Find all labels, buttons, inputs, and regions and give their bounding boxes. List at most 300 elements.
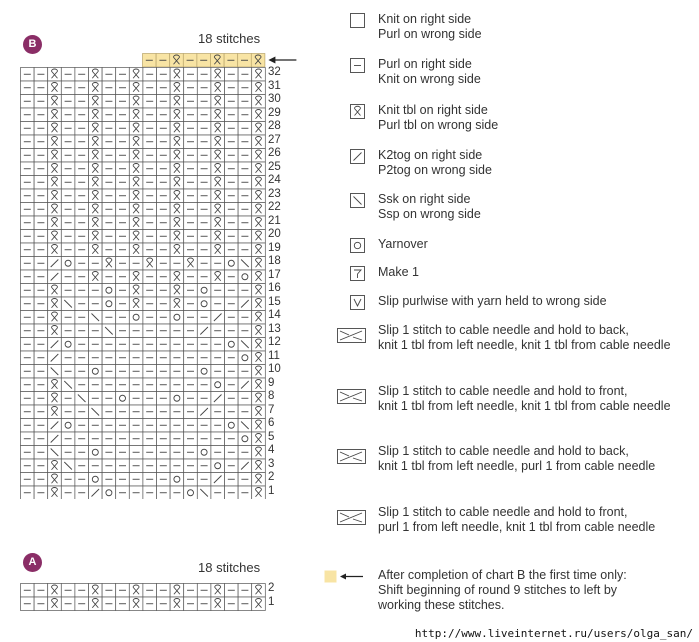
- chart-b-stitch-cell: [184, 351, 198, 365]
- chart-b-stitch-cell: [75, 297, 89, 311]
- chart-b-stitch-cell: [197, 81, 211, 95]
- chart-b-stitch-cell: [89, 189, 103, 203]
- chart-b-stitch-cell: [197, 297, 211, 311]
- chart-b-stitch-cell: [197, 473, 211, 487]
- legend-line: Purl tbl on wrong side: [378, 118, 499, 132]
- chart-b-stitch-cell: [170, 351, 184, 365]
- chart-b-stitch-cell: [21, 338, 35, 352]
- chart-b-stitch-cell: [116, 486, 130, 499]
- chart-b-stitch-cell: [34, 365, 48, 379]
- chart-b-stitch-cell: [61, 365, 75, 379]
- chart-b-stitch-cell: [102, 257, 116, 271]
- chart-b-stitch-cell: [143, 176, 157, 190]
- chart-b-stitch-cell: [116, 405, 130, 419]
- chart-a-stitch-cell: [34, 584, 48, 598]
- chart-b-stitch-cell: [102, 270, 116, 284]
- chart-b-stitch-cell: [89, 473, 103, 487]
- chart-b-stitch-cell: [129, 446, 143, 460]
- chart-b-stitch-cell: [129, 419, 143, 433]
- chart-b-stitch-cell: [170, 419, 184, 433]
- chart-b-stitch-cell: [116, 257, 130, 271]
- chart-b-stitch-cell: [252, 68, 266, 82]
- chart-b-stitch-cell: [61, 135, 75, 149]
- chart-b-stitch-cell: [48, 432, 62, 446]
- chart-b-stitch-cell: [238, 432, 252, 446]
- chart-b-stitch-cell: [48, 162, 62, 176]
- chart-b-stitch-cell: [157, 95, 171, 109]
- chart-b-stitch-cell: [48, 216, 62, 230]
- chart-b-stitch-cell: [116, 270, 130, 284]
- chart-b-stitch-cell: [48, 297, 62, 311]
- chart-a-stitch-cell: [157, 597, 171, 611]
- chart-b-stitch-cell: [197, 108, 211, 122]
- chart-b-stitch-cell: [225, 284, 239, 298]
- legend-text: [378, 384, 671, 414]
- chart-b-stitch-cell: [34, 81, 48, 95]
- chart-b-stitch-cell: [61, 95, 75, 109]
- chart-b-stitch-cell: [34, 135, 48, 149]
- chart-b-stitch-cell: [211, 189, 225, 203]
- legend-text: [378, 57, 481, 87]
- chart-b-stitch-cell: [211, 486, 225, 499]
- chart-b-stitch-cell: [48, 189, 62, 203]
- highlight-symbol-icon: [324, 570, 364, 586]
- cable-back-purl-symbol-icon: [337, 449, 369, 465]
- chart-b-stitch-cell: [89, 405, 103, 419]
- chart-b-stitch-cell: [252, 324, 266, 338]
- row-number: 30: [268, 93, 281, 105]
- chart-b-stitch-cell: [197, 122, 211, 136]
- chart-b-stitch-cell: [170, 486, 184, 499]
- legend-line: Make 1: [378, 265, 419, 279]
- row-number: 3: [268, 457, 275, 470]
- chart-b-stitch-cell: [48, 473, 62, 487]
- chart-b-stitch-cell: [143, 405, 157, 419]
- chart-b-stitch-cell: [75, 230, 89, 244]
- chart-a-stitch-cell: [61, 597, 75, 611]
- chart-b-stitch-cell: [211, 284, 225, 298]
- chart-b-stitch-cell: [61, 351, 75, 365]
- chart-b-stitch-cell: [102, 68, 116, 82]
- chart-b-stitch-cell: [21, 108, 35, 122]
- chart-b-stitch-cell: [129, 365, 143, 379]
- chart-b-stitch-cell: [116, 122, 130, 136]
- chart-b-stitch-cell: [157, 270, 171, 284]
- chart-b-stitch-cell: [48, 284, 62, 298]
- chart-b-stitch-cell: [157, 419, 171, 433]
- chart-b-stitch-cell: [197, 365, 211, 379]
- chart-b-stitch-cell: [129, 189, 143, 203]
- chart-b-stitch-cell: [238, 365, 252, 379]
- chart-b-stitch-cell: [75, 135, 89, 149]
- chart-b-stitch-cell: [197, 230, 211, 244]
- legend-line: Knit on right side: [378, 12, 472, 26]
- legend-line: Yarnover: [378, 237, 428, 251]
- chart-b-stitch-cell: [21, 68, 35, 82]
- chart-b-stitch-cell: [102, 203, 116, 217]
- cable-front-tbl-symbol-icon: [337, 389, 369, 405]
- chart-b-stitch-cell: [129, 486, 143, 499]
- chart-b-stitch-cell: [61, 189, 75, 203]
- chart-b-stitch-cell: [211, 473, 225, 487]
- chart-b-stitch-cell: [184, 270, 198, 284]
- chart-b-stitch-cell: [48, 365, 62, 379]
- chart-b-stitch-cell: [129, 257, 143, 271]
- chart-b-stitch-cell: [21, 216, 35, 230]
- chart-b-stitch-cell: [129, 392, 143, 406]
- chart-b-stitch-cell: [211, 311, 225, 325]
- chart-b-stitch-cell: [143, 270, 157, 284]
- legend-text: [378, 103, 498, 133]
- chart-b-stitch-cell: [75, 378, 89, 392]
- chart-b-stitch-cell: [184, 189, 198, 203]
- highlight-stitch-cell: [183, 54, 197, 68]
- chart-b-stitch-cell: [48, 446, 62, 460]
- chart-b-stitch-cell: [238, 284, 252, 298]
- legend-line: Shift beginning of round 9 stitches to left by: [378, 583, 618, 597]
- chart-b-stitch-cell: [34, 378, 48, 392]
- chart-b-stitch-cell: [225, 486, 239, 499]
- chart-b-stitch-cell: [252, 108, 266, 122]
- chart-b-stitch-cell: [75, 405, 89, 419]
- chart-a-stitch-cell: [211, 584, 225, 598]
- chart-b-stitch-cell: [61, 203, 75, 217]
- chart-b-stitch-cell: [102, 419, 116, 433]
- chart-a-badge: A: [23, 553, 42, 572]
- chart-b-stitch-cell: [211, 419, 225, 433]
- chart-a-stitch-cell: [75, 597, 89, 611]
- chart-b-stitch-cell: [143, 216, 157, 230]
- chart-b-stitch-cell: [238, 338, 252, 352]
- chart-b-stitch-cell: [238, 324, 252, 338]
- row-number: 12: [268, 336, 281, 348]
- chart-b-stitch-cell: [21, 405, 35, 419]
- chart-a-stitch-cell: [252, 597, 266, 611]
- chart-b-stitch-cell: [197, 446, 211, 460]
- chart-b-stitch-cell: [252, 149, 266, 163]
- chart-b-stitch-cell: [170, 216, 184, 230]
- chart-b-stitch-cell: [225, 405, 239, 419]
- chart-b-stitch-cell: [197, 419, 211, 433]
- chart-b-stitch-cell: [225, 135, 239, 149]
- chart-b-stitch-cell: [238, 162, 252, 176]
- chart-b-stitch-cell: [197, 378, 211, 392]
- chart-b-stitch-cell: [75, 216, 89, 230]
- chart-b-stitch-cell: [143, 203, 157, 217]
- chart-b-stitch-cell: [238, 270, 252, 284]
- chart-b-stitch-cell: [89, 203, 103, 217]
- chart-b-stitch-cell: [89, 243, 103, 257]
- chart-b-stitch-cell: [89, 176, 103, 190]
- chart-b-stitch-cell: [157, 365, 171, 379]
- chart-b-stitch-cell: [252, 122, 266, 136]
- chart-b-stitch-cell: [116, 189, 130, 203]
- chart-b-stitch-cell: [211, 203, 225, 217]
- chart-a-stitch-cell: [116, 597, 130, 611]
- chart-b-stitch-cell: [61, 378, 75, 392]
- chart-b-stitch-cell: [34, 311, 48, 325]
- chart-a-stitch-cell: [184, 597, 198, 611]
- chart-b-stitch-cell: [102, 297, 116, 311]
- row-number: 9: [268, 376, 275, 389]
- source-url: http://www.liveinternet.ru/users/olga_san/: [414, 627, 693, 640]
- chart-a-stitch-cell: [34, 597, 48, 611]
- chart-b-stitch-cell: [238, 257, 252, 271]
- chart-b-stitch-cell: [75, 203, 89, 217]
- chart-b-stitch-cell: [143, 230, 157, 244]
- chart-b-grid: [20, 67, 266, 499]
- chart-b-stitch-cell: [89, 324, 103, 338]
- chart-b-stitch-cell: [252, 270, 266, 284]
- chart-b-stitch-cell: [143, 324, 157, 338]
- chart-b-stitch-cell: [21, 230, 35, 244]
- chart-a-stitch-cell: [143, 597, 157, 611]
- chart-b-stitch-cell: [238, 297, 252, 311]
- chart-b-stitch-cell: [238, 108, 252, 122]
- chart-b-stitch-cell: [61, 486, 75, 499]
- chart-b-stitch-cell: [197, 270, 211, 284]
- chart-b-stitch-cell: [89, 284, 103, 298]
- chart-b-stitch-cell: [48, 459, 62, 473]
- chart-b-stitch-cell: [34, 108, 48, 122]
- chart-b-stitch-cell: [34, 189, 48, 203]
- chart-b-stitch-cell: [102, 81, 116, 95]
- chart-b-stitch-cell: [75, 122, 89, 136]
- chart-b-stitch-cell: [157, 230, 171, 244]
- chart-b-stitch-cell: [157, 162, 171, 176]
- legend-line: knit 1 tbl from left needle, knit 1 tbl from cable needle: [378, 338, 671, 352]
- chart-b-stitch-cell: [34, 486, 48, 499]
- chart-b-stitch-cell: [129, 68, 143, 82]
- chart-b-stitch-cell: [21, 203, 35, 217]
- chart-b-stitch-cell: [75, 324, 89, 338]
- chart-b-stitch-cell: [170, 189, 184, 203]
- chart-a-stitch-cell: [170, 597, 184, 611]
- chart-b-stitch-cell: [61, 176, 75, 190]
- chart-b-stitch-cell: [116, 203, 130, 217]
- chart-b-stitch-cell: [143, 122, 157, 136]
- chart-a-stitch-cell: [197, 597, 211, 611]
- chart-b-stitch-cell: [102, 284, 116, 298]
- chart-b-stitch-cell: [170, 135, 184, 149]
- chart-b-stitch-cell: [252, 243, 266, 257]
- chart-b-stitch-cell: [157, 459, 171, 473]
- chart-a-stitch-cell: [129, 584, 143, 598]
- chart-a-stitch-cell: [21, 584, 35, 598]
- chart-b-stitch-cell: [252, 203, 266, 217]
- chart-b-stitch-cell: [170, 338, 184, 352]
- chart-b-stitch-cell: [89, 230, 103, 244]
- chart-b-stitch-cell: [143, 135, 157, 149]
- chart-b-stitch-cell: [157, 432, 171, 446]
- chart-b-stitch-cell: [238, 446, 252, 460]
- chart-b-stitch-cell: [238, 81, 252, 95]
- chart-b-stitch-cell: [157, 122, 171, 136]
- chart-b-stitch-cell: [21, 243, 35, 257]
- chart-b-stitch-cell: [21, 81, 35, 95]
- chart-b-stitch-cell: [129, 311, 143, 325]
- chart-b-stitch-cell: [116, 95, 130, 109]
- chart-b-stitch-cell: [184, 108, 198, 122]
- legend-line: working these stitches.: [378, 598, 505, 612]
- chart-b-stitch-cell: [197, 324, 211, 338]
- chart-b-stitch-cell: [184, 419, 198, 433]
- chart-b-stitch-cell: [157, 135, 171, 149]
- chart-b-stitch-cell: [48, 351, 62, 365]
- chart-b-stitch-cell: [75, 432, 89, 446]
- chart-b-stitch-cell: [21, 378, 35, 392]
- chart-b-stitch-cell: [197, 284, 211, 298]
- chart-b-stitch-cell: [75, 108, 89, 122]
- chart-b-stitch-cell: [197, 68, 211, 82]
- chart-b-stitch-cell: [197, 392, 211, 406]
- chart-b-stitch-cell: [170, 405, 184, 419]
- chart-b-stitch-cell: [170, 324, 184, 338]
- chart-b-stitch-cell: [211, 297, 225, 311]
- chart-b-stitch-cell: [252, 162, 266, 176]
- chart-b-stitch-cell: [102, 162, 116, 176]
- chart-b-stitch-cell: [184, 473, 198, 487]
- chart-b-stitch-cell: [75, 162, 89, 176]
- chart-b-stitch-cell: [102, 378, 116, 392]
- chart-b-stitch-cell: [89, 432, 103, 446]
- chart-b-stitch-cell: [89, 459, 103, 473]
- chart-b-stitch-cell: [61, 473, 75, 487]
- legend-text: [378, 237, 428, 252]
- chart-b-stitch-cell: [252, 473, 266, 487]
- chart-b-stitch-cell: [102, 108, 116, 122]
- chart-b-stitch-cell: [21, 459, 35, 473]
- chart-b-stitch-cell: [116, 419, 130, 433]
- chart-b-stitch-cell: [21, 284, 35, 298]
- chart-b-stitch-cell: [75, 365, 89, 379]
- chart-b-stitch-cell: [21, 446, 35, 460]
- chart-b-stitch-cell: [184, 486, 198, 499]
- chart-a-stitch-cell: [197, 584, 211, 598]
- chart-b-stitch-cell: [48, 68, 62, 82]
- chart-b-stitch-cell: [34, 284, 48, 298]
- chart-b-stitch-cell: [89, 446, 103, 460]
- chart-b-stitch-cell: [211, 324, 225, 338]
- chart-b-stitch-cell: [211, 365, 225, 379]
- row-number: 1: [268, 484, 275, 497]
- chart-b-stitch-cell: [157, 473, 171, 487]
- chart-b-stitch-cell: [21, 351, 35, 365]
- chart-b-stitch-cell: [157, 176, 171, 190]
- chart-b-stitch-cell: [116, 432, 130, 446]
- chart-b-stitch-cell: [238, 203, 252, 217]
- chart-b-stitch-cell: [170, 473, 184, 487]
- chart-b-stitch-cell: [211, 446, 225, 460]
- chart-b-stitch-cell: [61, 122, 75, 136]
- chart-b-stitch-cell: [102, 324, 116, 338]
- row-number: 21: [268, 214, 281, 227]
- chart-b-stitch-cell: [225, 189, 239, 203]
- chart-b-stitch-cell: [48, 419, 62, 433]
- chart-b-stitch-cell: [75, 149, 89, 163]
- chart-b-stitch-cell: [89, 149, 103, 163]
- chart-b-stitch-cell: [184, 81, 198, 95]
- highlighted-shift-row: [142, 53, 302, 67]
- row-number: 8: [268, 390, 275, 402]
- chart-b-stitch-cell: [238, 405, 252, 419]
- highlight-stitch-cell: [143, 54, 157, 68]
- chart-b-stitch-cell: [143, 108, 157, 122]
- chart-b-stitch-cell: [238, 230, 252, 244]
- legend-line: K2tog on right side: [378, 148, 483, 162]
- chart-b-stitch-cell: [211, 378, 225, 392]
- chart-b-stitch-cell: [102, 243, 116, 257]
- chart-b-stitch-cell: [129, 230, 143, 244]
- chart-b-stitch-cell: [252, 230, 266, 244]
- chart-b-stitch-cell: [211, 351, 225, 365]
- chart-b-stitch-cell: [102, 176, 116, 190]
- chart-b-stitch-cell: [143, 257, 157, 271]
- chart-b-stitch-cell: [48, 149, 62, 163]
- chart-b-stitch-cell: [48, 95, 62, 109]
- chart-b-stitch-cell: [143, 473, 157, 487]
- chart-b-stitch-cell: [197, 95, 211, 109]
- chart-b-stitch-cell: [170, 230, 184, 244]
- chart-b-stitch-cell: [211, 122, 225, 136]
- chart-a-stitch-cell: [225, 584, 239, 598]
- chart-b-stitch-cell: [48, 176, 62, 190]
- row-number: 5: [268, 430, 275, 443]
- chart-b-stitch-cell: [102, 149, 116, 163]
- chart-b-stitch-cell: [184, 284, 198, 298]
- chart-b-stitch-cell: [129, 351, 143, 365]
- chart-b-stitch-cell: [89, 122, 103, 136]
- chart-b-stitch-cell: [75, 68, 89, 82]
- chart-a-stitch-cell: [48, 597, 62, 611]
- legend-line: Knit tbl on right side: [378, 103, 488, 117]
- legend-line: Slip 1 stitch to cable needle and hold to front,: [378, 505, 628, 519]
- chart-b-stitch-cell: [170, 122, 184, 136]
- chart-b-stitch-cell: [238, 311, 252, 325]
- chart-b-stitch-cell: [48, 486, 62, 499]
- row-number: 4: [268, 444, 275, 456]
- chart-b-stitch-cell: [129, 243, 143, 257]
- chart-b-stitch-cell: [116, 108, 130, 122]
- chart-b-stitch-cell: [75, 446, 89, 460]
- row-number: 15: [268, 295, 281, 308]
- chart-b-stitch-cell: [197, 338, 211, 352]
- chart-b-stitch-cell: [48, 405, 62, 419]
- chart-b-stitch-cell: [34, 257, 48, 271]
- legend-line: Slip 1 stitch to cable needle and hold to back,: [378, 323, 629, 337]
- chart-b-stitch-cell: [61, 446, 75, 460]
- chart-b-stitch-cell: [157, 297, 171, 311]
- chart-b-stitch-cell: [184, 203, 198, 217]
- chart-a-stitch-cell: [252, 584, 266, 598]
- chart-b-stitch-cell: [157, 311, 171, 325]
- row-number: 23: [268, 187, 281, 200]
- chart-b-stitch-cell: [252, 95, 266, 109]
- chart-b-stitch-cell: [61, 459, 75, 473]
- chart-b-stitch-cell: [75, 459, 89, 473]
- chart-b-stitch-cell: [157, 149, 171, 163]
- chart-b-stitch-cell: [238, 392, 252, 406]
- chart-b-stitch-cell: [116, 149, 130, 163]
- chart-a-stitch-cell: [89, 597, 103, 611]
- chart-b-stitch-cell: [48, 203, 62, 217]
- chart-b-stitch-cell: [170, 176, 184, 190]
- chart-b-stitch-cell: [143, 162, 157, 176]
- chart-b-stitch-cell: [61, 270, 75, 284]
- chart-b-stitch-cell: [143, 68, 157, 82]
- chart-b-stitch-cell: [184, 135, 198, 149]
- highlight-stitch-cell: [251, 54, 265, 68]
